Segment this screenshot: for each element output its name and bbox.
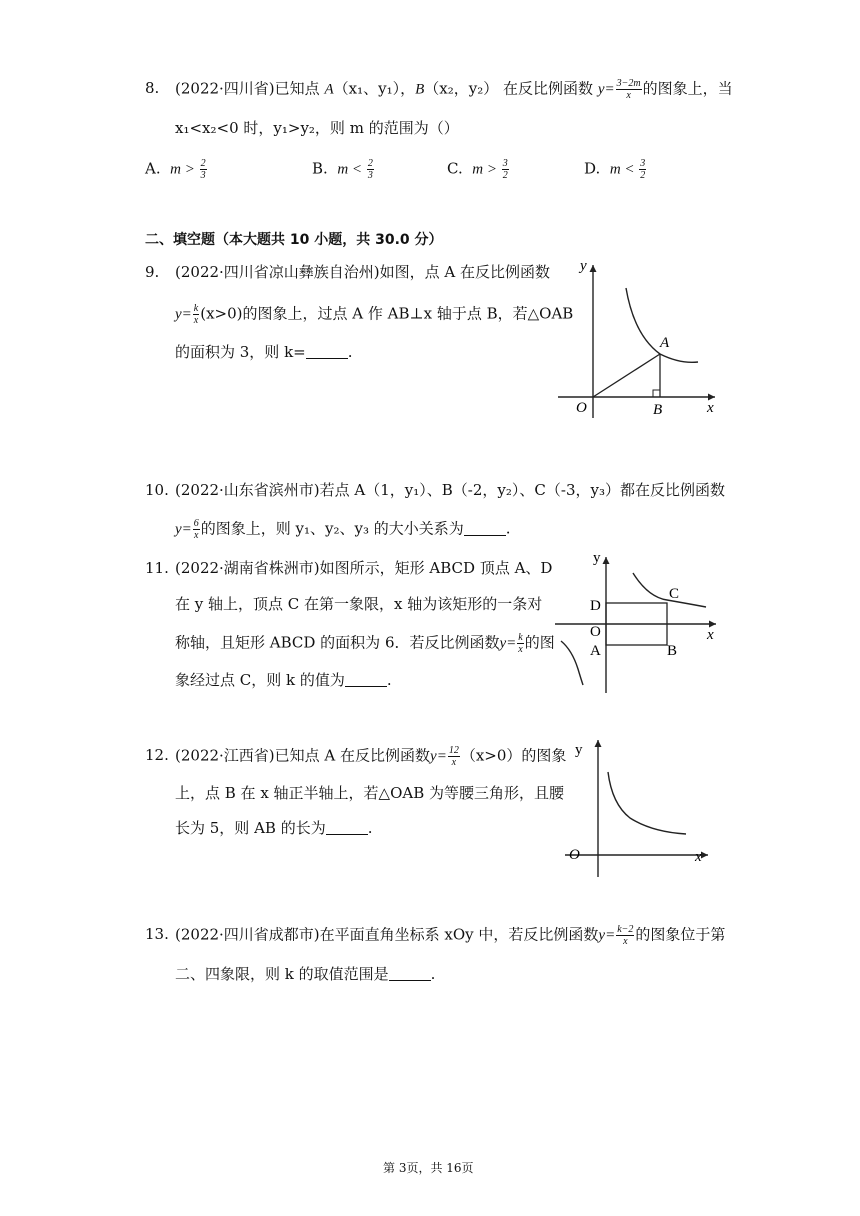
q9-line2: y= $\frac{k}{x}$ (x>0)的图象上，过点 A 作 AB⊥x 轴于点 B，若△OAB xyxy=(175,303,574,326)
q13-line1: (2022·四川省成都市)在平面直角坐标系 xOy 中，若反比例函数y= $\frac{k-2}{x}$ 的图象位于第 xyxy=(175,924,726,947)
q10-line1: (2022·山东省滨州市)若点 A（1，y₁）、B（-2，y₂）、C（-3，y₃）都在反比例函数 xyxy=(175,481,725,499)
q12-number: 12. xyxy=(145,746,169,764)
q12-fig-y: y xyxy=(575,742,583,758)
answer-blank xyxy=(389,968,431,981)
q11-fig-o: O xyxy=(590,624,601,640)
q9-fig-y: y xyxy=(580,258,587,274)
answer-blank xyxy=(306,346,348,359)
answer-blank xyxy=(345,674,387,687)
q9-fig-o: O xyxy=(576,400,587,416)
q8-option-b: B. m < $\frac{2}{3}$ xyxy=(312,158,373,181)
q9-number: 9. xyxy=(145,263,160,281)
page-footer: 第 3页，共 16页 xyxy=(383,1161,474,1175)
answer-blank xyxy=(464,523,506,536)
q11-fig-a: A xyxy=(590,643,601,659)
q8-option-c: C. m > $\frac{3}{2}$ xyxy=(447,158,508,181)
q11-fig-x: x xyxy=(707,627,714,643)
q11-fraction: $\frac{k}{x}$ xyxy=(518,632,523,655)
q12-fig-x: x xyxy=(695,849,702,865)
q9-fig-b: B xyxy=(653,402,663,418)
q12-fig-o: O xyxy=(569,847,580,863)
q10-fraction: $\frac{6}{x}$ xyxy=(193,518,199,541)
q8-option-d: D. m < $\frac{3}{2}$ xyxy=(584,158,646,181)
q11-fig-d: D xyxy=(590,598,601,614)
q9-figure xyxy=(550,250,725,425)
q8-source: (2022·四川省) xyxy=(175,79,275,98)
q11-fig-y: y xyxy=(593,550,601,566)
q10-number: 10. xyxy=(145,481,169,499)
section-heading: 二、填空题（本大题共 10 小题，共 30.0 分） xyxy=(145,232,443,248)
q10-line2: y= $\frac{6}{x}$ 的图象上，则 y₁、y₂、y₃ 的大小关系为 . xyxy=(175,518,511,541)
q8-fraction: $\frac{3-2m}{x}$ xyxy=(616,78,641,101)
q9-fig-a: A xyxy=(660,335,670,351)
q9-fig-x: x xyxy=(707,400,714,416)
q12-fraction: $\frac{12}{x}$ xyxy=(448,745,459,768)
q8-line1: (2022·四川省)已知点 A（x₁、y₁），B（x₂，y₂） 在反比例函数 y= $\frac{3-2m}{x}$ 的图象上，当 xyxy=(175,78,733,101)
q13-number: 13. xyxy=(145,925,169,943)
q11-number: 11. xyxy=(145,559,169,577)
q8-option-a: A. m > $\frac{2}{3}$ xyxy=(145,158,206,181)
q11-line2: 在 y 轴上，顶点 C 在第一象限，x 轴为该矩形的一条对 xyxy=(175,595,543,613)
q12-line1: (2022·江西省)已知点 A 在反比例函数y= $\frac{12}{x}$ （x>0）的图象 xyxy=(175,745,567,768)
q11-figure xyxy=(550,545,725,695)
answer-blank xyxy=(326,822,368,835)
q11-line3: 称轴，且矩形 ABCD 的面积为 6．若反比例函数y= $\frac{k}{x}$ 的图 xyxy=(175,632,555,655)
q9-line1: (2022·四川省凉山彝族自治州)如图，点 A 在反比例函数 xyxy=(175,263,551,281)
q11-fig-b: B xyxy=(667,643,678,659)
q8-number: 8. xyxy=(145,79,160,97)
q8-line2: x₁<x₂<0 时，y₁>y₂，则 m 的范围为（） xyxy=(175,119,459,137)
q11-line4: 象经过点 C，则 k 的值为 . xyxy=(175,671,392,689)
q13-line2: 二、四象限，则 k 的取值范围是 . xyxy=(175,965,436,983)
q11-line1: (2022·湖南省株洲市)如图所示，矩形 ABCD 顶点 A、D xyxy=(175,559,553,577)
q9-line3: 的面积为 3，则 k= . xyxy=(175,343,353,361)
q12-figure xyxy=(560,732,715,882)
q12-line2: 上，点 B 在 x 轴正半轴上，若△OAB 为等腰三角形，且腰 xyxy=(175,784,565,802)
q13-fraction: $\frac{k-2}{x}$ xyxy=(617,924,634,947)
q9-fraction: $\frac{k}{x}$ xyxy=(193,303,199,326)
q12-line3: 长为 5，则 AB 的长为 . xyxy=(175,819,373,837)
q11-fig-c: C xyxy=(669,586,680,602)
